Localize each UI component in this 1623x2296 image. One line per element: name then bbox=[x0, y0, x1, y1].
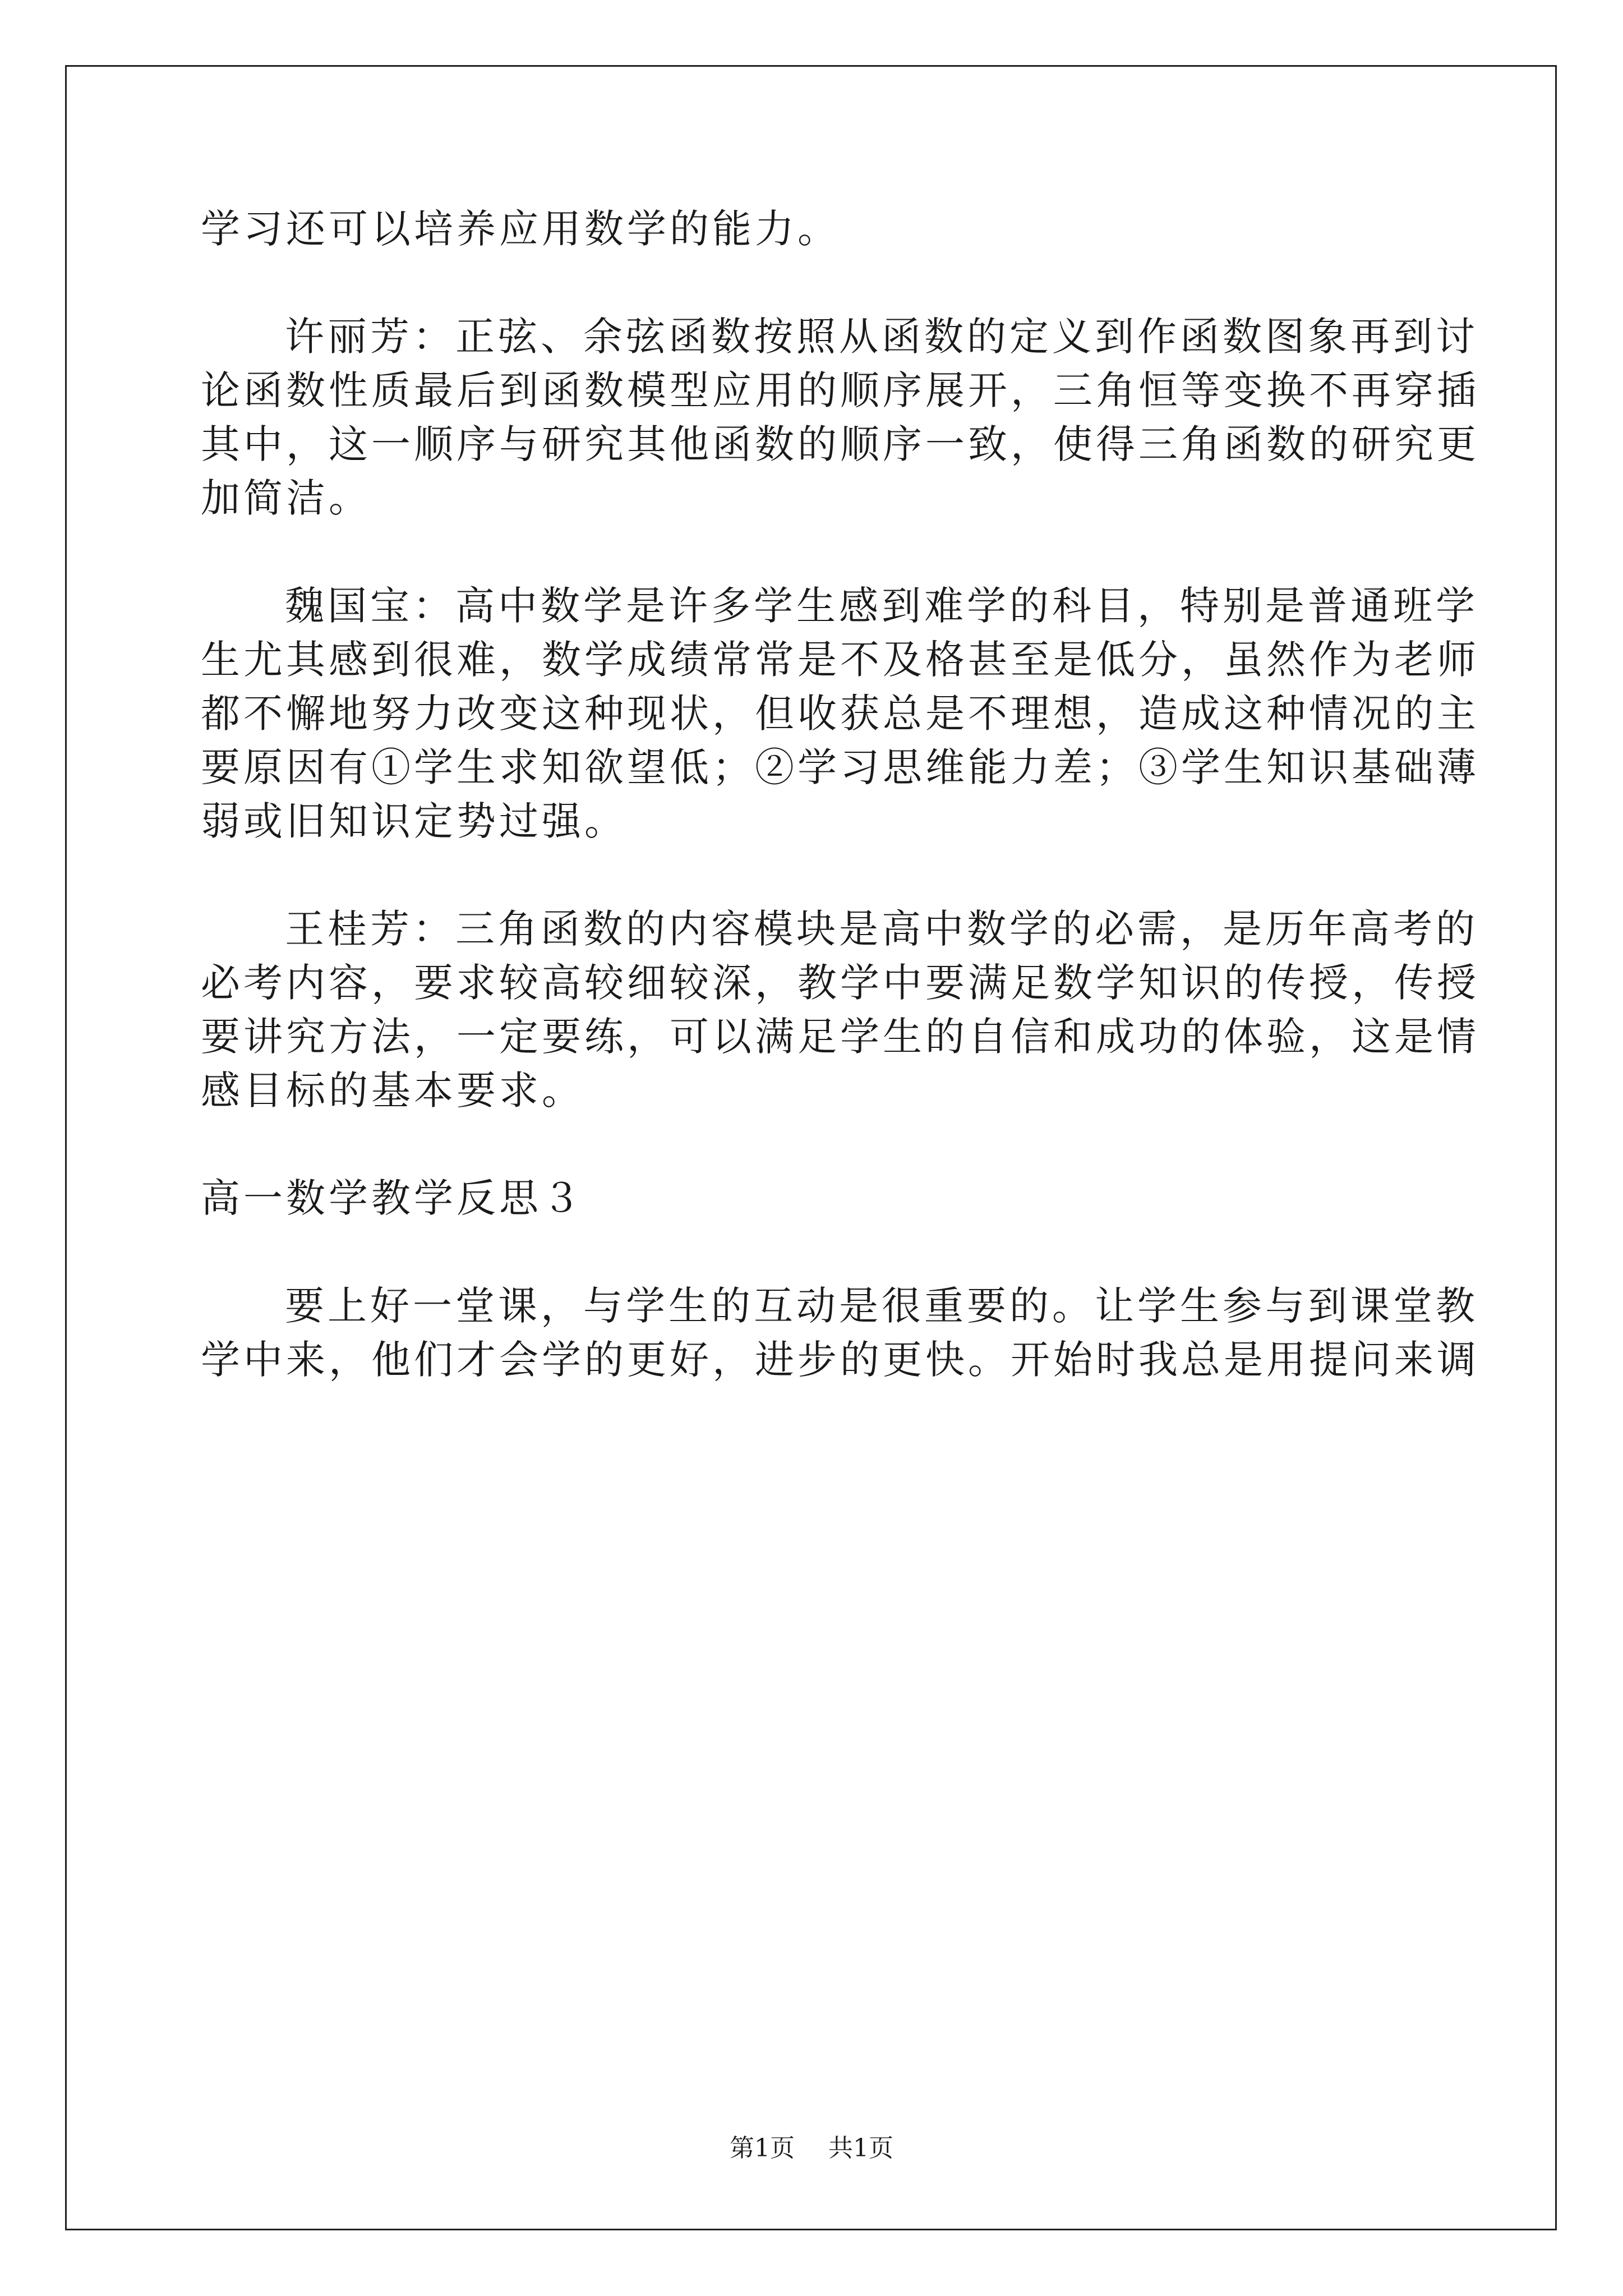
paragraph-line: 都不懈地努力改变这种现状，但收获总是不理想，造成这种情况的主 bbox=[201, 691, 1479, 737]
paragraph-line: 弱或旧知识定势过强。 bbox=[201, 798, 627, 844]
paragraph-line: 生尤其感到很难，数学成绩常常是不及格甚至是低分，虽然作为老师 bbox=[201, 637, 1479, 683]
paragraph-line: 要上好一堂课，与学生的互动是很重要的。让学生参与到课堂教 bbox=[285, 1283, 1478, 1329]
page-number-current: 第1页 bbox=[730, 2134, 795, 2162]
paragraph-line: 感目标的基本要求。 bbox=[201, 1068, 584, 1114]
page-footer bbox=[0, 2132, 1623, 2165]
paragraph-line: 必考内容，要求较高较细较深，教学中要满足数学知识的传授，传授 bbox=[201, 960, 1479, 1006]
paragraph-line: 学中来，他们才会学的更好，进步的更快。开始时我总是用提问来调 bbox=[201, 1337, 1479, 1383]
paragraph-line: 魏国宝：高中数学是许多学生感到难学的科目，特别是普通班学 bbox=[285, 583, 1478, 629]
paragraph-line: 其中，这一顺序与研究其他函数的顺序一致，使得三角函数的研究更 bbox=[201, 421, 1479, 467]
paragraph-line: 王桂芳：三角函数的内容模块是高中数学的必需，是历年高考的 bbox=[285, 906, 1478, 952]
page-number-total: 共1页 bbox=[828, 2134, 893, 2162]
paragraph-line: 学习还可以培养应用数学的能力。 bbox=[201, 206, 840, 252]
paragraph-line: 论函数性质最后到函数模型应用的顺序展开，三角恒等变换不再穿插 bbox=[201, 367, 1479, 413]
document-body bbox=[201, 202, 1479, 1387]
paragraph-line: 加简洁。 bbox=[201, 475, 371, 521]
paragraph-line: 许丽芳：正弦、余弦函数按照从函数的定义到作函数图象再到讨 bbox=[285, 314, 1478, 360]
paragraph-line: 要讲究方法，一定要练，可以满足学生的自信和成功的体验，这是情 bbox=[201, 1014, 1479, 1060]
section-heading: 高一数学教学反思３ bbox=[201, 1175, 584, 1221]
paragraph-line: 要原因有①学生求知欲望低；②学习思维能力差；③学生知识基础薄 bbox=[201, 744, 1479, 790]
